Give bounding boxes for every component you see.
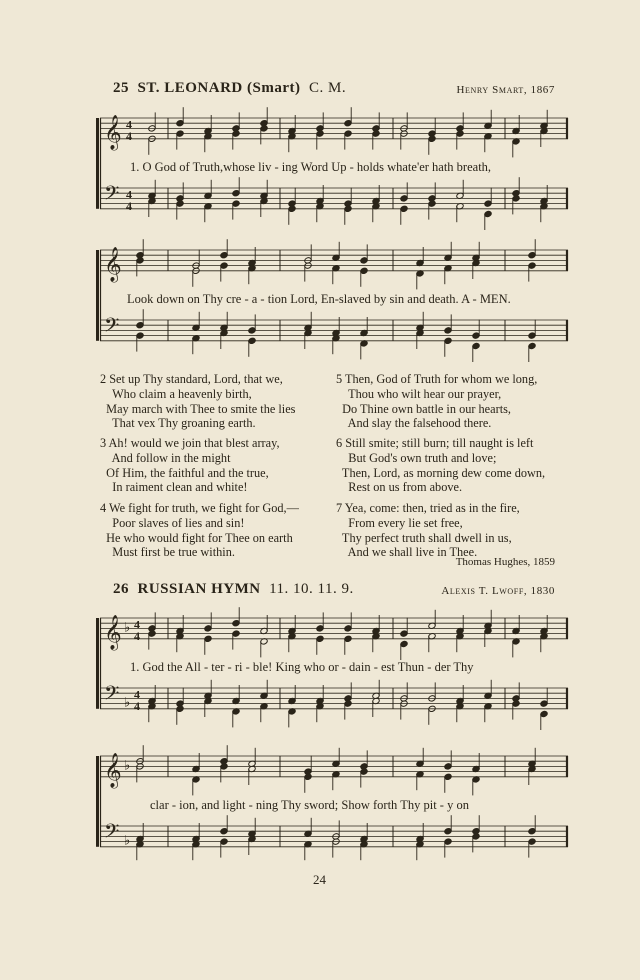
svg-text:4: 4 — [134, 628, 140, 643]
bass-clef-icon: 𝄢 — [104, 681, 120, 710]
hymn-25-author: Thomas Hughes, 1859 — [455, 556, 555, 568]
flat-icon: ♭ — [124, 833, 131, 849]
stanza-7: 7 Yea, come: then, tried as in the fire, From every lie set free, Thy perfect truth shall dwell in us, And we shall live in Thee. — [336, 501, 520, 560]
flat-icon: ♭ — [124, 695, 131, 711]
hymn-26-composer: Alexis T. Lwoff, 1830 — [441, 585, 555, 597]
flat-icon: ♭ — [124, 758, 131, 774]
hymn-25-composer: Henry Smart, 1867 — [456, 84, 555, 96]
time-signature: 4 — [134, 687, 140, 702]
treble-clef-icon: 𝄞 — [104, 246, 122, 282]
flat-icon: ♭ — [124, 620, 131, 636]
bass-clef-icon: 𝄢 — [104, 819, 120, 848]
hymn-meter: 11. 10. 11. 9. — [269, 581, 354, 597]
treble-clef-icon: 𝄞 — [104, 114, 122, 150]
stanza-6: 6 Still smite; still burn; till naught is left But God's own truth and love; Then, Lord, as morning dew come down, Rest on us from above. — [336, 436, 546, 495]
svg-text:4: 4 — [126, 128, 132, 143]
hymn-26-lyric-line-2: clar - ion, and light - ning Thy sword; Show forth Thy pit - y on — [150, 798, 469, 812]
stanza-2: 2 Set up Thy standard, Lord, that we, Who claim a heavenly birth, May march with Thee to smite the lies That vex Thy groaning earth. — [100, 372, 296, 431]
stanza-4: 4 We fight for truth, we fight for God,— Poor slaves of lies and sin! He who would fight for Thee on earth Must first be true within. — [100, 501, 299, 560]
svg-text:4: 4 — [134, 698, 140, 713]
hymn-26-header — [113, 581, 354, 598]
hymn-meter: C. M. — [308, 80, 347, 96]
time-signature: 4 — [126, 187, 132, 202]
hymn-title: RUSSIAN HYMN — [137, 581, 261, 597]
hymn-title: ST. LEONARD (Smart) — [137, 80, 301, 96]
treble-clef-icon: 𝄞 — [104, 752, 122, 788]
treble-clef-icon: 𝄞 — [104, 614, 122, 650]
svg-text:4: 4 — [126, 198, 132, 213]
bass-clef-icon: 𝄢 — [104, 313, 120, 342]
bass-clef-icon: 𝄢 — [104, 181, 120, 210]
hymn-26-lyric-line-1: 1. God the All - ter - ri - ble! King who or - dain - est Thun - der Thy — [130, 660, 474, 674]
hymn-25-lyric-line-1: 1. O God of Truth,whose liv - ing Word Up - holds whate'er hath breath, — [130, 160, 492, 174]
hymn-25-lyric-line-2: Look down on Thy cre - a - tion Lord, En-slaved by sin and death. A - MEN. — [127, 292, 511, 306]
hymn-25-header — [113, 80, 346, 97]
hymn-number: 26 — [113, 581, 129, 597]
page-number: 24 — [313, 872, 326, 887]
stanza-5: 5 Then, God of Truth for whom we long, Thou who wilt hear our prayer, Do Thine own battle in our hearts, And slay the falsehood there. — [336, 372, 538, 431]
hymn-number: 25 — [113, 80, 129, 96]
time-signature: 4 — [126, 117, 132, 132]
time-signature: 4 — [134, 617, 140, 632]
stanza-3: 3 Ah! would we join that blest array, And follow in the might Of Him, the faithful and the true, In raiment clean and white! — [100, 436, 280, 495]
